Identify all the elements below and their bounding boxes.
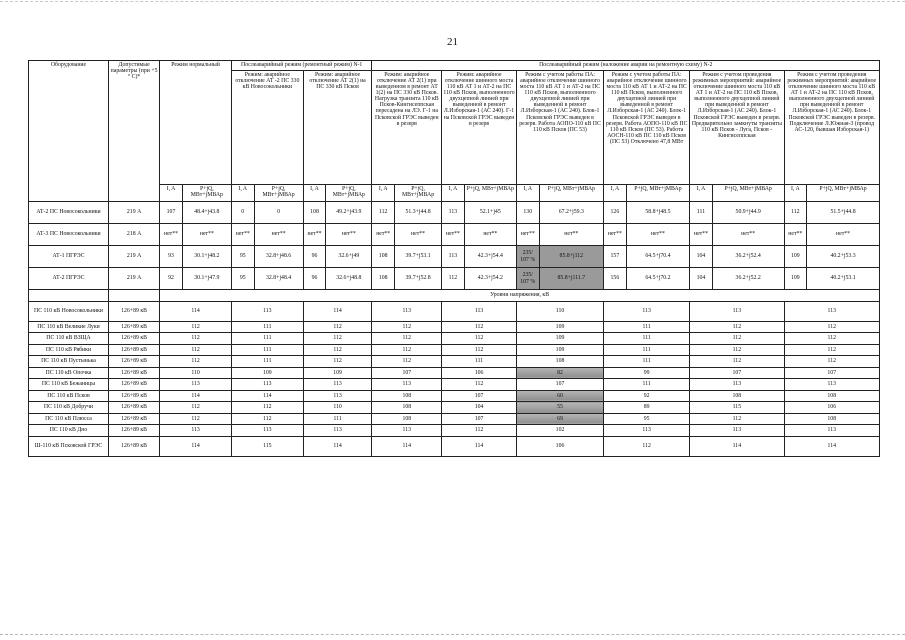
voltage-value: 108 [516, 356, 603, 368]
voltage-value: 108 [372, 413, 442, 425]
equipment-cell: 113 [442, 202, 465, 224]
equipment-cell: 95 [231, 268, 254, 290]
voltage-value: 109 [303, 367, 372, 379]
voltage-value: 114 [690, 436, 784, 456]
voltage-value: 112 [372, 321, 442, 333]
header-n1-mode: Режим: аварийное отключение АТ 2(1) на ПС 330 кВ Псков [303, 71, 372, 185]
results-table [28, 60, 880, 457]
header-n2-mode: Режим с учетом работы ПА: аварийное отключение шинного моста 110 кВ АТ 1 и АТ-2 на ПС 110 кВ Псков, выполненного двухцепной линией при выведенной в ремонт Л.Изборская-1 (АС 240). Блок-1 Псковской ГРЭС выведен в резерв. Работа АОПО-110 кВ ПС 110 кВ Псков (ПС 53) [516, 71, 603, 185]
voltage-value: 114 [442, 436, 517, 456]
header-n2-group: Послеаварийный режим (наложение аварии на ремонтную схему) N-2 [372, 61, 880, 71]
header-n2-mode: Режим с учетом проведения режимных мероприятий: аварийное отключение шинного моста 110 кВ АТ 1 и АТ-2 на ПС 110 кВ Псков, выполненного двухцепной линией при выведенной в ремонт Л.Изборская-1 (АС 240). Блок-1 Псковской ГРЭС выведен в резерв. Предварительно замкнуты транзиты 110 кВ Псков - Луга, Псков - Кингисеппская [690, 71, 784, 185]
voltage-value: 114 [303, 301, 372, 321]
equipment-cell: 42.3+j54.4 [464, 246, 516, 268]
equipment-cell: 32.6+j48.8 [326, 268, 372, 290]
unit-power-header: P+jQ, МВт+jМВАр [394, 185, 441, 202]
voltage-value: 112 [303, 344, 372, 356]
voltage-value: 114 [231, 390, 303, 402]
voltage-value: 102 [516, 425, 603, 437]
voltage-value: 110 [516, 301, 603, 321]
voltage-value: 107 [442, 390, 517, 402]
equipment-cell: нет** [626, 224, 690, 246]
equipment-cell: 104 [690, 268, 713, 290]
voltage-value: 113 [231, 379, 303, 391]
voltage-value: 112 [303, 356, 372, 368]
header-n2-mode: Режим с учетом проведения режимных мероприятий: аварийное отключение шинного моста 110 кВ АТ 1 и АТ-2 на ПС 110 кВ Псков, выполненного двухцепной линией при выведенной в ремонт Л.Изборская-1 (АС 240). Блок-1 Псковской ГРЭС выведен в резерв. Подключение Л.Южная-3 (провод АС-120, бывшая Изборская-1) [784, 71, 879, 185]
voltage-value: 113 [231, 425, 303, 437]
equipment-cell: 0 [231, 202, 254, 224]
equipment-cell: 108 [372, 246, 395, 268]
equipment-cell: 113 [442, 246, 465, 268]
voltage-value: 113 [784, 301, 879, 321]
allowed-value: 219 А [108, 202, 159, 224]
equipment-name: АТ-1 ПГРЭС [29, 246, 109, 268]
voltage-value: 111 [604, 321, 690, 333]
voltage-value: 109 [231, 367, 303, 379]
equipment-cell: 130 [516, 202, 539, 224]
voltage-row [29, 425, 880, 437]
allowed-value: 126+89 кВ [108, 333, 159, 345]
equipment-row [29, 224, 880, 246]
allowed-value: 126+89 кВ [108, 367, 159, 379]
substation-name: ПС 110 кВ Новосокольники [29, 301, 109, 321]
voltage-value: 113 [303, 390, 372, 402]
allowed-value: 126+89 кВ [108, 402, 159, 414]
voltage-value: 113 [604, 425, 690, 437]
equipment-cell: нет** [784, 224, 807, 246]
voltage-value: 115 [690, 402, 784, 414]
voltage-value: 112 [784, 356, 879, 368]
substation-name: ПС 110 кВ Добручи [29, 402, 109, 414]
equipment-cell: 112 [372, 202, 395, 224]
unit-power-header: P+jQ, МВт+jМВАр [807, 185, 880, 202]
equipment-cell: 109 [784, 246, 807, 268]
voltage-value: 113 [160, 425, 232, 437]
header-n2-mode: Режим с учетом работы ПА: аварийное отключение шинного моста 110 кВ АТ 1 и АТ-2 на ПС 110 кВ Псков, выполненного двухцепной линией при выведенной в ремонт Л.Изборская-1 (АС 240). Блок-1 Псковской ГРЭС выведен в резерв. Работа АОПО-110 кВ ПС 110 кВ Псков (ПС 53). Работа АОСН-110 кВ ПС 110 кВ Псков (ПС 53) Отключено 47,8 МВт [604, 71, 690, 185]
voltage-value: 114 [160, 390, 232, 402]
header-normal: Режим нормальный [160, 61, 232, 185]
unit-current-header: I, A [442, 185, 465, 202]
header-equipment: Оборудование [29, 61, 109, 202]
voltage-value: 106 [784, 402, 879, 414]
equipment-cell: 36.2+j52.2 [712, 268, 784, 290]
equipment-cell: нет** [254, 224, 303, 246]
equipment-cell: 112 [442, 268, 465, 290]
voltage-value: 114 [303, 436, 372, 456]
allowed-value: 126+89 кВ [108, 321, 159, 333]
voltage-value: 112 [160, 402, 232, 414]
voltage-row [29, 436, 880, 456]
substation-name: ПС 110 кВ Пустынька [29, 356, 109, 368]
equipment-cell: 32.8+j48.4 [254, 268, 303, 290]
unit-power-header: P+jQ, МВт+jМВАр [326, 185, 372, 202]
voltage-value: 113 [690, 379, 784, 391]
equipment-cell: нет** [604, 224, 627, 246]
allowed-value: 126+89 кВ [108, 425, 159, 437]
voltage-value: 112 [303, 321, 372, 333]
allowed-value: 218 А [108, 224, 159, 246]
equipment-cell: 40.2+j53.1 [807, 268, 880, 290]
equipment-cell: 108 [372, 268, 395, 290]
equipment-cell: нет** [303, 224, 326, 246]
equipment-cell: нет** [516, 224, 539, 246]
voltage-value: 60 [516, 390, 603, 402]
voltage-value: 106 [516, 436, 603, 456]
voltage-value: 107 [690, 367, 784, 379]
voltage-value: 106 [442, 367, 517, 379]
unit-current-header: I, A [231, 185, 254, 202]
voltage-value: 113 [784, 425, 879, 437]
equipment-cell: нет** [712, 224, 784, 246]
substation-name: ПС 110 кВ Плюсса [29, 413, 109, 425]
voltage-value: 107 [784, 367, 879, 379]
equipment-row [29, 202, 880, 224]
equipment-cell: 109 [784, 268, 807, 290]
unit-current-header: I, A [303, 185, 326, 202]
equipment-cell: 48.4+j43.8 [182, 202, 231, 224]
voltage-value: 111 [604, 379, 690, 391]
allowed-value: 219 А [108, 268, 159, 290]
equipment-cell: 156 [604, 268, 627, 290]
substation-name: ПС 110 кВ Великие Луки [29, 321, 109, 333]
equipment-cell: 51.5+j44.8 [807, 202, 880, 224]
equipment-cell: нет** [326, 224, 372, 246]
voltage-value: 111 [231, 333, 303, 345]
voltage-value: 112 [303, 333, 372, 345]
voltage-value: 114 [784, 436, 879, 456]
equipment-cell: нет** [807, 224, 880, 246]
equipment-row [29, 268, 880, 290]
equipment-cell: 36.2+j52.4 [712, 246, 784, 268]
equipment-cell: 85.8+j112 [539, 246, 604, 268]
voltage-value: 113 [372, 425, 442, 437]
unit-power-header: P+jQ, МВт+jМВАр [712, 185, 784, 202]
equipment-cell: 157 [604, 246, 627, 268]
equipment-cell: 126 [604, 202, 627, 224]
voltage-value: 115 [231, 436, 303, 456]
unit-power-header: P+jQ, МВт+jМВАр [539, 185, 604, 202]
equipment-cell: 50.9+j44.9 [712, 202, 784, 224]
voltage-value: 112 [160, 333, 232, 345]
substation-name: ПС 110 кВ Бежаницы [29, 379, 109, 391]
allowed-value: 126+89 кВ [108, 436, 159, 456]
voltage-value: 111 [604, 356, 690, 368]
voltage-value: 109 [516, 333, 603, 345]
header-n2-mode: Режим: аварийное отключение АТ 2(1) при выведенном в ремонт АТ 1(2) на ПС 330 кВ Псков. Нагрузка транзита 110 кВ Псков-Кингисеппская пересадена на ЛЭ. Г-1 на Псковской ГРЭС выведен в резерв [372, 71, 442, 185]
unit-current-header: I, A [516, 185, 539, 202]
voltage-row [29, 379, 880, 391]
voltage-value: 111 [442, 356, 517, 368]
unit-power-header: P+jQ, МВт+jМВАр [182, 185, 231, 202]
voltage-value: 112 [784, 333, 879, 345]
voltage-value: 113 [303, 425, 372, 437]
equipment-cell: 235/ 107 % [516, 246, 539, 268]
equipment-cell: нет** [231, 224, 254, 246]
equipment-cell: 96 [303, 246, 326, 268]
voltage-value: 112 [160, 344, 232, 356]
substation-name: ПС 110 кВ Псков [29, 390, 109, 402]
voltage-row [29, 413, 880, 425]
equipment-cell: нет** [394, 224, 441, 246]
voltage-value: 111 [231, 356, 303, 368]
voltage-value: 95 [604, 413, 690, 425]
voltage-value: 111 [604, 333, 690, 345]
equipment-cell: 96 [303, 268, 326, 290]
voltage-value: 112 [690, 356, 784, 368]
voltage-row [29, 390, 880, 402]
substation-name: ПС 110 кВ Рябики [29, 344, 109, 356]
equipment-row [29, 246, 880, 268]
voltage-value: 111 [303, 413, 372, 425]
substation-name: ПС 110 кВ Опочка [29, 367, 109, 379]
voltage-row [29, 402, 880, 414]
voltage-value: 111 [231, 321, 303, 333]
voltage-value: 112 [160, 356, 232, 368]
header-n1-mode: Режим: аварийное отключение АТ -2 ПС 330 кВ Новосокольники [231, 71, 303, 185]
equipment-cell: 52.1+j45 [464, 202, 516, 224]
voltage-value: 107 [372, 367, 442, 379]
equipment-cell: нет** [442, 224, 465, 246]
allowed-value: 126+89 кВ [108, 344, 159, 356]
equipment-cell: 64.5+j70.4 [626, 246, 690, 268]
voltage-value: 112 [442, 379, 517, 391]
equipment-cell: 93 [160, 246, 183, 268]
voltage-value: 108 [372, 402, 442, 414]
scan-top-edge [0, 1, 905, 2]
equipment-cell: 235/ 107 % [516, 268, 539, 290]
voltage-value: 112 [372, 356, 442, 368]
unit-power-header: P+jQ, МВт+jМВАр [254, 185, 303, 202]
allowed-value: 126+89 кВ [108, 390, 159, 402]
voltage-row [29, 321, 880, 333]
voltage-value: 112 [604, 436, 690, 456]
voltage-value: 112 [784, 344, 879, 356]
allowed-value: 126+89 кВ [108, 301, 159, 321]
voltage-value: 113 [604, 301, 690, 321]
equipment-cell: 104 [690, 246, 713, 268]
voltage-value: 108 [372, 390, 442, 402]
allowed-value: 126+89 кВ [108, 356, 159, 368]
voltage-row [29, 301, 880, 321]
equipment-name: АТ-3 ПС Новосокольники [29, 224, 109, 246]
voltage-value: 112 [442, 333, 517, 345]
equipment-name: АТ-2 ПС Новосокольники [29, 202, 109, 224]
voltage-value: 114 [372, 436, 442, 456]
voltage-value: 112 [442, 344, 517, 356]
equipment-cell: 30.1+j48.2 [182, 246, 231, 268]
voltage-value: 108 [784, 413, 879, 425]
unit-current-header: I, A [690, 185, 713, 202]
voltage-value: 109 [516, 344, 603, 356]
equipment-cell: 39.7+j53.1 [394, 246, 441, 268]
voltage-value: 114 [160, 301, 232, 321]
equipment-cell: 95 [231, 246, 254, 268]
voltage-value: 112 [231, 413, 303, 425]
voltage-row [29, 356, 880, 368]
equipment-cell: 64.5+j70.2 [626, 268, 690, 290]
unit-current-header: I, A [604, 185, 627, 202]
allowed-value: 126+89 кВ [108, 379, 159, 391]
voltage-row [29, 333, 880, 345]
voltage-value: 107 [442, 413, 517, 425]
substation-name: Ш-110 кВ Псковской ГРЭС [29, 436, 109, 456]
page-number: 21 [447, 36, 458, 48]
voltage-value: 113 [303, 379, 372, 391]
voltage-value: 114 [160, 436, 232, 456]
voltage-value: 113 [690, 301, 784, 321]
voltage-value: 113 [160, 379, 232, 391]
substation-name: ПС 110 кВ Дно [29, 425, 109, 437]
voltage-value: 113 [372, 301, 442, 321]
voltage-value: 107 [516, 379, 603, 391]
unit-current-header: I, A [160, 185, 183, 202]
equipment-cell: 39.7+j52.8 [394, 268, 441, 290]
voltage-value: 113 [690, 425, 784, 437]
equipment-cell: 49.2+j43.9 [326, 202, 372, 224]
voltage-value: 108 [784, 390, 879, 402]
header-allowed: Допустимые параметры (при +5 ° С)* [108, 61, 159, 202]
header-n2-mode: Режим: аварийное отключение шинного моста 110 кВ АТ 1 и АТ-2 на ПС 110 кВ Псков, выполненного двухцепной линией при выведенной в ремонт Л.Изборская-1 (АС 240). Г-1 на Псковской ГРЭС выведен в резерв [442, 71, 517, 185]
scan-bottom-edge [0, 634, 905, 635]
voltage-value: 111 [604, 344, 690, 356]
equipment-cell: 58.8+j48.5 [626, 202, 690, 224]
voltage-value: 99 [604, 367, 690, 379]
header-n1-group: Послеаварийный режим (ремонтный режим) N-1 [231, 61, 371, 71]
equipment-cell: 32.6+j49 [326, 246, 372, 268]
voltage-value: 112 [690, 333, 784, 345]
voltage-value: 113 [231, 301, 303, 321]
voltage-value: 112 [690, 321, 784, 333]
unit-power-header: P+jQ, МВт+jМВАр [626, 185, 690, 202]
equipment-cell: 67.2+j59.3 [539, 202, 604, 224]
voltage-value: 110 [160, 367, 232, 379]
voltage-value: 112 [231, 402, 303, 414]
equipment-cell: 112 [784, 202, 807, 224]
equipment-cell: нет** [182, 224, 231, 246]
equipment-cell: 51.3+j44.8 [394, 202, 441, 224]
equipment-cell: 30.1+j47.9 [182, 268, 231, 290]
voltage-value: 112 [160, 413, 232, 425]
voltage-value: 109 [516, 321, 603, 333]
allowed-value: 219 А [108, 246, 159, 268]
voltage-row [29, 344, 880, 356]
equipment-cell: нет** [539, 224, 604, 246]
voltage-value: 110 [303, 402, 372, 414]
equipment-cell: 85.8+j111.7 [539, 268, 604, 290]
unit-current-header: I, A [784, 185, 807, 202]
voltage-value: 112 [690, 344, 784, 356]
voltage-value: 55 [516, 402, 603, 414]
equipment-cell: 0 [254, 202, 303, 224]
blank-cell [29, 290, 109, 302]
voltage-value: 112 [160, 321, 232, 333]
unit-current-header: I, A [372, 185, 395, 202]
voltage-value: 108 [690, 390, 784, 402]
voltage-value: 112 [442, 425, 517, 437]
equipment-name: АТ-2 ПГРЭС [29, 268, 109, 290]
voltage-value: 112 [784, 321, 879, 333]
equipment-cell: 107 [160, 202, 183, 224]
equipment-cell: 42.3+j54.2 [464, 268, 516, 290]
voltage-section-header: Уровни напряжения, кВ [160, 290, 880, 302]
equipment-cell: нет** [372, 224, 395, 246]
voltage-value: 112 [372, 333, 442, 345]
voltage-value: 113 [442, 301, 517, 321]
equipment-cell: 92 [160, 268, 183, 290]
voltage-value: 113 [784, 379, 879, 391]
unit-power-header: P+jQ, МВт+jМВАр [464, 185, 516, 202]
voltage-value: 89 [604, 402, 690, 414]
equipment-cell: 111 [690, 202, 713, 224]
substation-name: ПС 110 кВ ВЗЩА [29, 333, 109, 345]
voltage-value: 112 [690, 413, 784, 425]
voltage-value: 82 [516, 367, 603, 379]
voltage-value: 112 [442, 321, 517, 333]
voltage-value: 112 [372, 344, 442, 356]
voltage-value: 104 [442, 402, 517, 414]
equipment-cell: нет** [690, 224, 713, 246]
voltage-value: 113 [372, 379, 442, 391]
blank-cell [108, 290, 159, 302]
voltage-row [29, 367, 880, 379]
equipment-cell: 40.2+j53.3 [807, 246, 880, 268]
voltage-value: 92 [604, 390, 690, 402]
voltage-value: 111 [231, 344, 303, 356]
equipment-cell: нет** [160, 224, 183, 246]
equipment-cell: 32.8+j48.6 [254, 246, 303, 268]
equipment-cell: 108 [303, 202, 326, 224]
voltage-value: 69 [516, 413, 603, 425]
equipment-cell: нет** [464, 224, 516, 246]
allowed-value: 126+89 кВ [108, 413, 159, 425]
